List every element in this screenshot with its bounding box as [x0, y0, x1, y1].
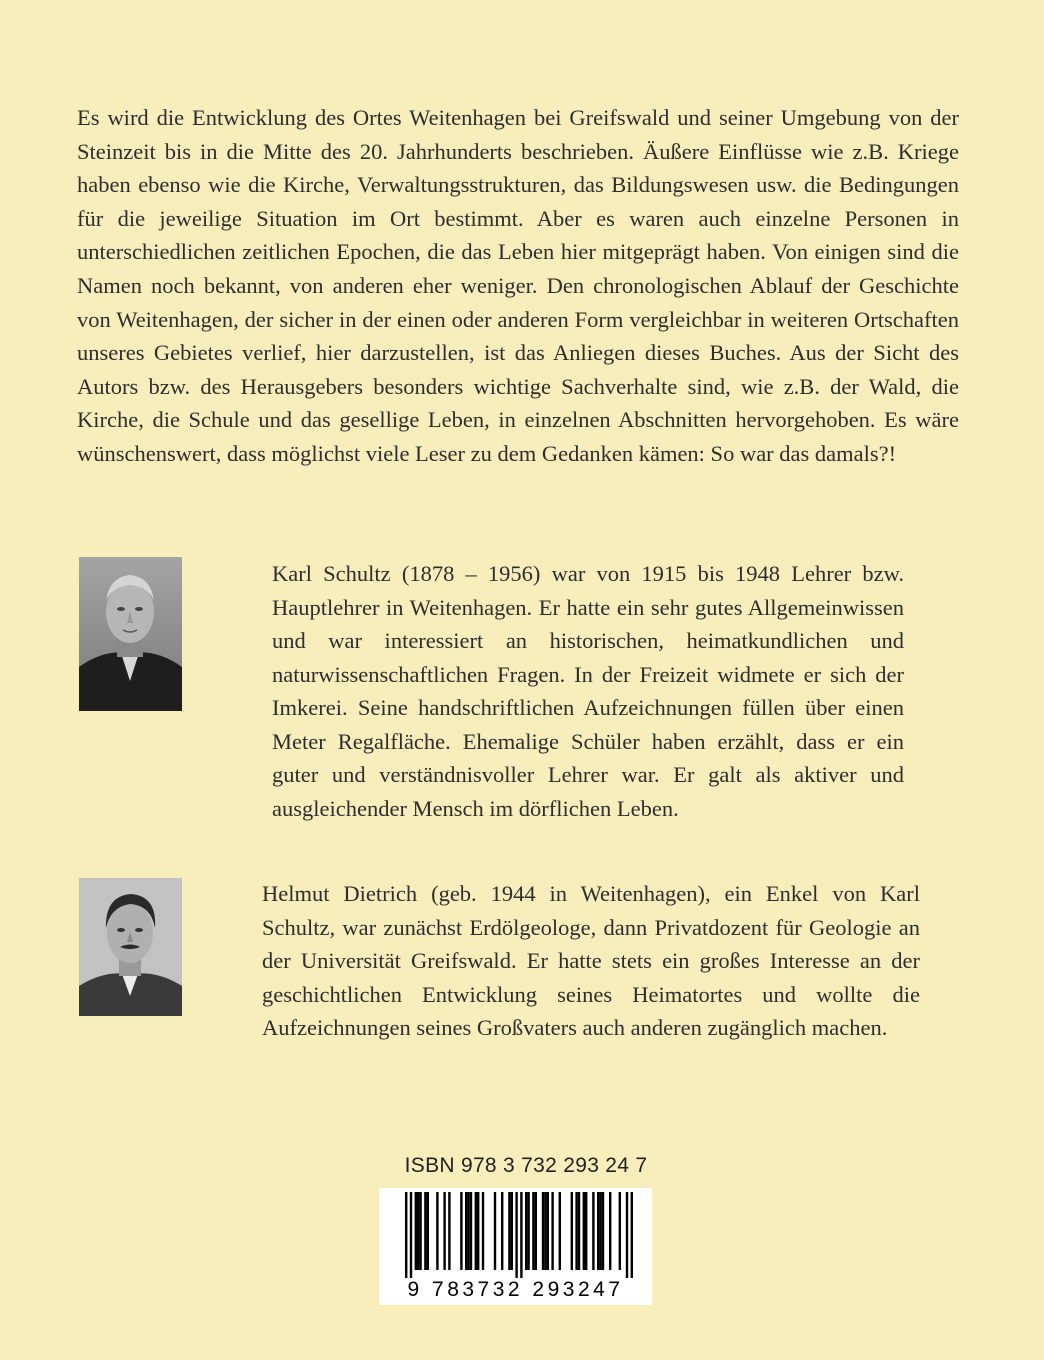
- barcode-bar: [542, 1192, 544, 1270]
- barcode-bar: [535, 1192, 537, 1270]
- barcode-bar: [405, 1192, 407, 1278]
- barcode-bar: [544, 1192, 546, 1270]
- barcode-bar: [527, 1192, 529, 1270]
- barcode-bar: [532, 1192, 534, 1270]
- barcode-bars: [379, 1188, 652, 1280]
- intro-paragraph: Es wird die Entwicklung des Ortes Weitenhagen bei Greifswald und seiner Umgebung von der Steinzeit bis in die Mitte des 20. Jahrhunderts beschrieben. Äußere Einflüsse wie z.B. Kriege haben ebenso wie die Kirche, Verwaltungsstrukturen, das Bildungswesen usw. die Bedingungen für die jeweilige Situation im Ort bestimmt. Aber es waren auch einzelne Personen in unterschiedlichen zeitlichen Epochen, die das Leben hier mitgeprägt haben. Von einigen sind die Namen noch bekannt, von anderen eher weniger. Den chronologischen Ablauf der Geschichte von Weitenhagen, der sicher in der einen oder anderen Form vergleichbar in weiteren Ortschaften unseres Gebietes verlief, hier darzustellen, ist das Anliegen dieses Buches. Aus der Sicht des Autors bzw. des Herausgebers besonders wichtige Sachverhalte sind, wie z.B. der Wald, die Kirche, die Schule und das gesellige Leben, in einzelnen Abschnitten hervorgehoben. Es wäre wünschenswert, dass möglichst viele Leser zu dem Gedanken kämen: So war das damals?!: [77, 105, 959, 466]
- barcode-bar: [448, 1192, 450, 1270]
- barcode-bar: [482, 1192, 484, 1270]
- barcode-bar: [592, 1192, 594, 1270]
- barcode-bar: [583, 1192, 585, 1270]
- barcode-bar: [417, 1192, 419, 1270]
- barcode-bar: [427, 1192, 429, 1270]
- isbn-barcode: [379, 1188, 652, 1305]
- barcode-bar: [626, 1192, 628, 1278]
- barcode-bar: [599, 1192, 601, 1270]
- barcode-bar: [465, 1192, 467, 1270]
- barcode-bar: [501, 1192, 503, 1270]
- barcode-bar: [597, 1192, 599, 1270]
- barcode-bar: [631, 1192, 633, 1278]
- barcode-bar: [424, 1192, 426, 1270]
- barcode-bar: [559, 1192, 561, 1270]
- barcode-bar: [511, 1192, 513, 1270]
- barcode-bar: [602, 1192, 604, 1270]
- helmut-dietrich-portrait: [79, 878, 182, 1016]
- barcode-bar: [494, 1192, 496, 1270]
- barcode-bar: [443, 1192, 445, 1270]
- karl-schultz-portrait: [79, 557, 182, 711]
- barcode-bar: [436, 1192, 438, 1270]
- barcode-bar: [547, 1192, 549, 1270]
- barcode-bar: [575, 1192, 577, 1270]
- isbn-label: ISBN 978 3 732 293 24 7: [404, 1154, 648, 1177]
- barcode-bar: [460, 1192, 462, 1270]
- barcode-bar: [525, 1192, 527, 1270]
- barcode-bar: [477, 1192, 479, 1270]
- barcode-bar: [551, 1192, 553, 1270]
- barcode-bar: [470, 1192, 472, 1270]
- barcode-bar: [578, 1192, 580, 1270]
- barcode-bar: [419, 1192, 421, 1270]
- barcode-bar: [520, 1192, 522, 1278]
- helmut-dietrich-bio: Helmut Dietrich (geb. 1944 in Weitenhagen), ein Enkel von Karl Schultz, war zunächst Erdölgeologe, dann Privatdozent für Geologie an der Universität Greifswald. Er hatte stets ein großes Interesse an der geschichtlichen Entwicklung seines Heimatortes und wollte die Aufzeichnungen seines Großvaters auch anderen zugänglich machen.: [262, 881, 920, 1041]
- barcode-digits: 9 783732 293247: [407, 1278, 624, 1301]
- barcode-bar: [571, 1192, 573, 1270]
- barcode-bar: [415, 1192, 417, 1270]
- barcode-bar: [410, 1192, 412, 1278]
- barcode-bar: [585, 1192, 587, 1270]
- barcode-bar: [515, 1192, 517, 1278]
- barcode-bar: [508, 1192, 510, 1270]
- karl-schultz-bio: Karl Schultz (1878 – 1956) war von 1915 bis 1948 Lehrer bzw. Hauptlehrer in Weitenhagen. Er hatte ein sehr gutes Allgemeinwissen und war interessiert an historischen, heimatkundlichen und naturwissenschaftlichen Fragen. In der Freizeit widmete er sich der Imkerei. Seine handschriftlichen Aufzeichnungen füllen über einen Meter Regalfläche. Ehemalige Schüler haben erzählt, dass er ein guter und verständnisvoller Lehrer war. Er galt als aktiver und ausgleichender Mensch im dörflichen Leben.: [272, 561, 904, 821]
- barcode-bar: [467, 1192, 469, 1270]
- barcode-bar: [619, 1192, 621, 1270]
- barcode-bar: [609, 1192, 611, 1270]
- barcode-bar: [475, 1192, 477, 1270]
